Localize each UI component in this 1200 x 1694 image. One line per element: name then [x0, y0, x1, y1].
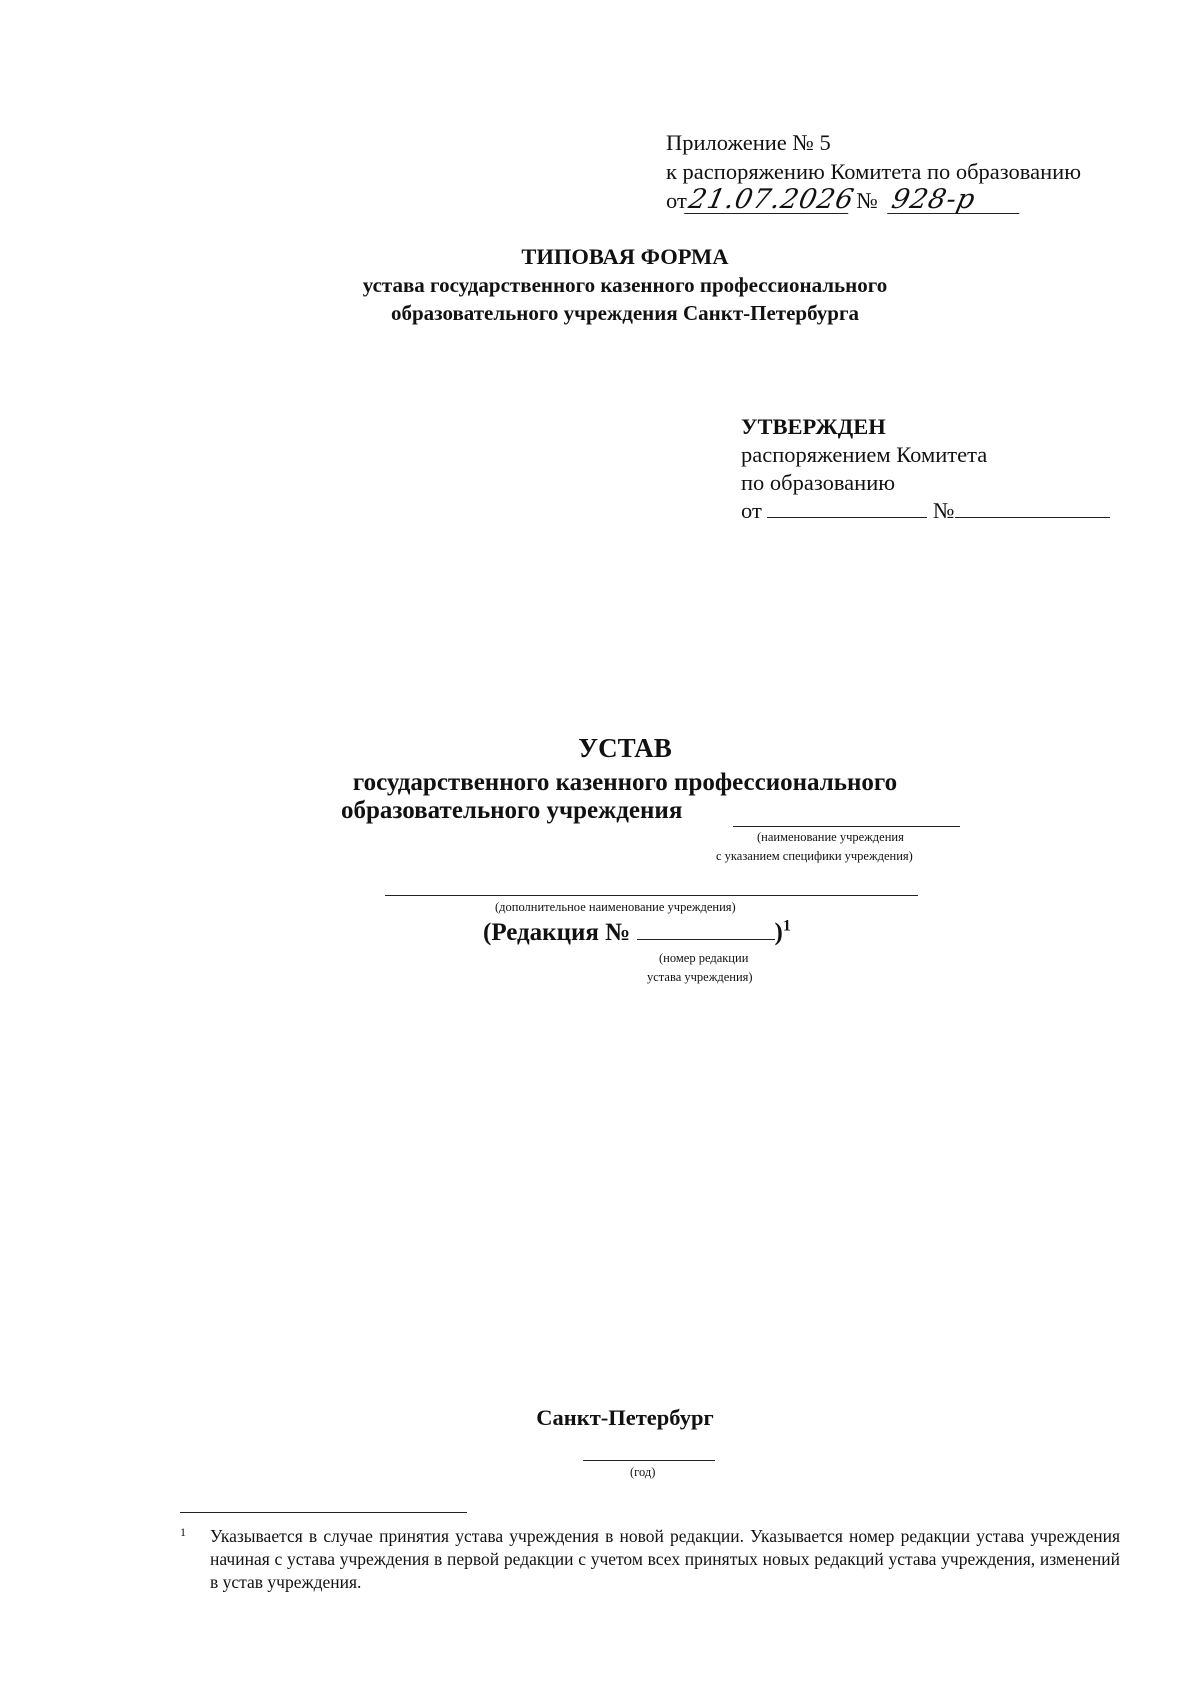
edition-footnote-ref: 1	[782, 917, 791, 935]
approved-title: УТВЕРЖДЕН	[741, 414, 886, 439]
charter-heading	[0, 729, 1200, 799]
footnote-text: Указывается в случае принятия устава учреждения в новой редакции. Указывается номер редакции устава учреждения начиная с устава учреждения в первой редакции с учетом всех принятых новых редакций устава учреждения, изменений в устав учреждения.	[210, 1526, 1120, 1592]
handwritten-date: 21.07.2026	[685, 184, 857, 215]
charter-line3	[341, 797, 682, 825]
form-heading-title: ТИПОВАЯ ФОРМА	[521, 244, 729, 269]
charter-line3-text: образовательного учреждения	[341, 797, 683, 824]
edition-label: (Редакция №	[483, 919, 631, 946]
footnote-separator	[180, 1512, 467, 1513]
charter-title: УСТАВ	[578, 733, 672, 763]
year-hint: (год)	[630, 1465, 656, 1479]
city-line	[0, 1405, 1200, 1431]
charter-line2: государственного казенного профессионального	[352, 769, 898, 796]
appendix-number-prefix: №	[856, 188, 878, 213]
approved-date-line	[741, 497, 1110, 525]
appendix-date-prefix: от	[666, 188, 687, 213]
additional-name-hint: (дополнительное наименование учреждения)	[495, 900, 736, 914]
institution-name-blank	[733, 826, 960, 827]
approved-number-blank	[955, 497, 1110, 518]
appendix-date-line	[666, 186, 1081, 215]
approved-date-prefix: от	[741, 498, 762, 523]
appendix-number: Приложение № 5	[666, 130, 831, 155]
form-heading-line3: образовательного учреждения Санкт-Петербурга	[390, 301, 860, 325]
edition-line	[483, 917, 791, 947]
approved-line3: по образованию	[741, 470, 896, 495]
approved-block	[741, 413, 1110, 525]
footnote-mark: 1	[180, 1525, 186, 1539]
form-heading	[0, 243, 1200, 327]
year-blank	[583, 1460, 715, 1461]
name-hint-1: (наименование учреждения	[757, 830, 904, 844]
appendix-reference: к распоряжению Комитета по образованию	[666, 159, 1082, 184]
appendix-block	[666, 128, 1081, 215]
form-heading-line2: устава государственного казенного профессионального	[362, 273, 888, 297]
edition-hint-2: устава учреждения)	[647, 970, 753, 984]
approved-line2: распоряжением Комитета	[741, 442, 988, 467]
footnote	[180, 1525, 1120, 1594]
edition-number-blank	[637, 917, 775, 940]
name-hint-2: с указанием специфики учреждения)	[716, 849, 913, 863]
additional-name-blank	[385, 895, 918, 896]
handwritten-number: 928-р	[887, 187, 1025, 214]
city-name: Санкт-Петербург	[536, 1405, 714, 1430]
approved-number-prefix: №	[933, 498, 955, 523]
approved-date-blank	[767, 497, 927, 518]
edition-close: )	[774, 919, 783, 946]
edition-hint-1: (номер редакции	[659, 951, 749, 965]
